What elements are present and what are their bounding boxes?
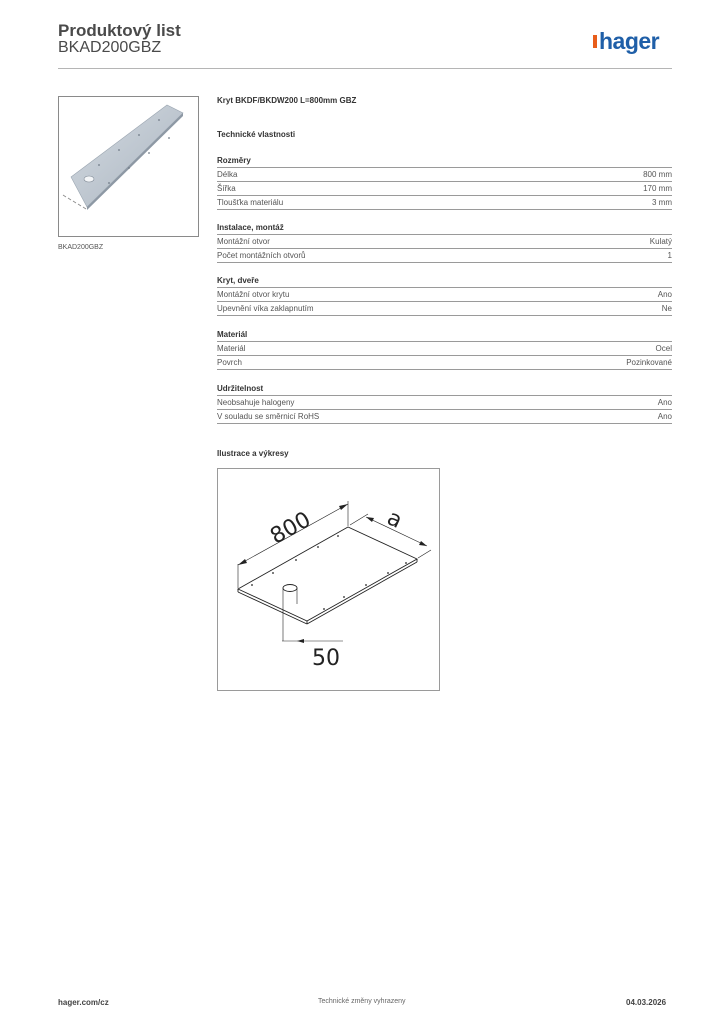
spec-row: [217, 410, 672, 424]
spec-label: Materiál: [217, 344, 246, 353]
spec-value: Ne: [661, 304, 672, 313]
spec-row: [217, 396, 672, 410]
spec-value: Ano: [657, 290, 672, 299]
spec-value: 800 mm: [643, 170, 672, 179]
spec-row: [217, 196, 672, 210]
spec-row: [217, 182, 672, 196]
illustrations-heading: Ilustrace a výkresy: [217, 449, 289, 458]
spec-group-title: Rozměry: [217, 155, 672, 168]
spec-label: Tloušťka materiálu: [217, 198, 284, 207]
spec-row: [217, 342, 672, 356]
spec-row: [217, 302, 672, 316]
spec-label: Upevnění víka zaklapnutím: [217, 304, 314, 313]
spec-group-installation: [217, 222, 672, 263]
spec-row: [217, 235, 672, 249]
spec-label: Neobsahuje halogeny: [217, 398, 295, 407]
spec-group-material: [217, 329, 672, 370]
footer-date: 04.03.2026: [626, 998, 667, 1007]
spec-value: Kulatý: [649, 237, 672, 246]
hager-logo[interactable]: [593, 28, 659, 55]
spec-group-title: Udržitelnost: [217, 383, 672, 396]
technical-properties-heading: Technické vlastnosti: [217, 130, 296, 139]
photo-caption: BKAD200GBZ: [58, 244, 104, 251]
spec-group-title: Instalace, montáž: [217, 222, 672, 235]
spec-row: [217, 288, 672, 302]
spec-label: Montážní otvor krytu: [217, 290, 290, 299]
header-divider: [58, 68, 672, 69]
spec-label: Šířka: [217, 184, 236, 193]
spec-value: Ocel: [655, 344, 672, 353]
spec-value: Pozinkované: [626, 358, 672, 367]
spec-group-title: Materiál: [217, 329, 672, 342]
spec-group-cover-doors: [217, 275, 672, 316]
spec-label: Počet montážních otvorů: [217, 251, 306, 260]
footer-note: Technické změny vyhrazeny: [318, 998, 406, 1005]
spec-label: Povrch: [217, 358, 242, 367]
logo-accent-mark: [593, 35, 597, 48]
spec-label: Montážní otvor: [217, 237, 270, 246]
dimension-hole-label: 50: [312, 646, 340, 671]
spec-value: 3 mm: [652, 198, 672, 207]
spec-row: [217, 249, 672, 263]
product-code: BKAD200GBZ: [58, 39, 162, 56]
dimension-width-label: a: [383, 505, 406, 534]
page-title: Produktový list: [58, 21, 181, 40]
spec-value: Ano: [657, 412, 672, 421]
spec-label: Délka: [217, 170, 238, 179]
dimension-length-label: 800: [266, 507, 316, 550]
product-photo: [58, 96, 199, 237]
spec-row: [217, 168, 672, 182]
product-title: Kryt BKDF/BKDW200 L=800mm GBZ: [217, 96, 357, 105]
spec-value: 1: [667, 251, 672, 260]
product-photo-image: [59, 97, 198, 236]
footer-website-link[interactable]: hager.com/cz: [58, 998, 109, 1007]
spec-value: Ano: [657, 398, 672, 407]
technical-drawing-image: [218, 469, 439, 690]
technical-drawing: [217, 468, 440, 691]
spec-group-dimensions: [217, 155, 672, 210]
logo-text: hager: [599, 28, 660, 54]
spec-row: [217, 356, 672, 370]
spec-group-sustainability: [217, 383, 672, 424]
spec-label: V souladu se směrnicí RoHS: [217, 412, 320, 421]
spec-value: 170 mm: [643, 184, 672, 193]
spec-group-title: Kryt, dveře: [217, 275, 672, 288]
